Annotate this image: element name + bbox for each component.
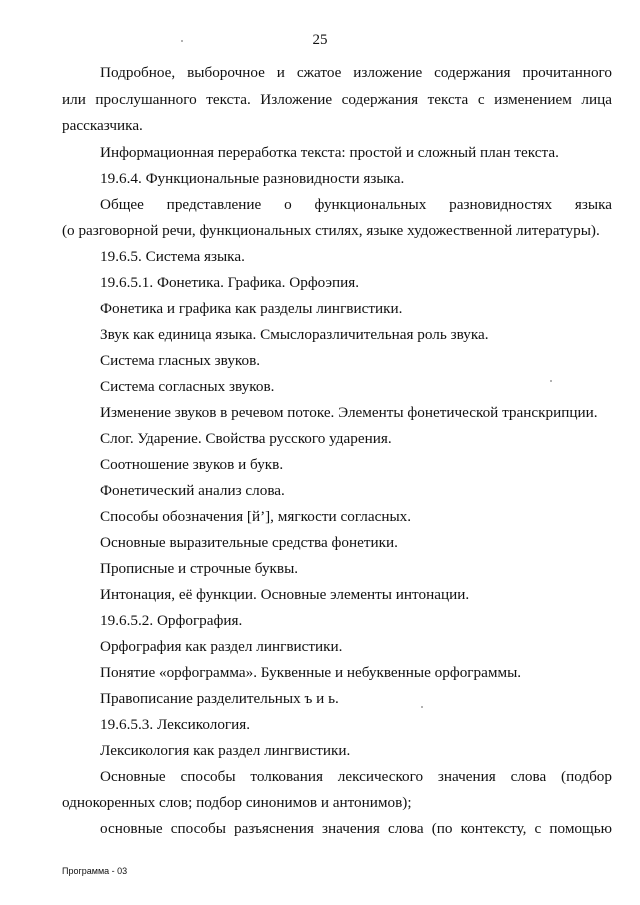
scan-speck bbox=[550, 380, 552, 382]
paragraph-functional-varieties-line-1: Общее представление о функциональных разновидностях языка bbox=[100, 196, 612, 213]
section-heading-19-6-5-1: 19.6.5.1. Фонетика. Графика. Орфоэпия. bbox=[100, 274, 360, 291]
list-item-vowels: Система гласных звуков. bbox=[100, 352, 261, 369]
section-heading-19-6-5-2: 19.6.5.2. Орфография. bbox=[100, 612, 243, 629]
section-heading-19-6-4: 19.6.4. Функциональные разновидности языка. bbox=[100, 170, 405, 187]
paragraph-interpretation-line-1: Основные способы толкования лексического значения слова (подбор bbox=[100, 768, 612, 785]
list-item-orthogram: Понятие «орфограмма». Буквенные и небуквенные орфограммы. bbox=[100, 664, 522, 681]
list-item-intonation: Интонация, её функции. Основные элементы интонации. bbox=[100, 586, 470, 603]
paragraph-functional-varieties-line-2: (о разговорной речи, функциональных стилях, языке художественной литературы). bbox=[62, 222, 600, 239]
list-item-sound-unit: Звук как единица языка. Смыслоразличительная роль звука. bbox=[100, 326, 489, 343]
paragraph-retelling-line-1: Подробное, выборочное и сжатое изложение содержания прочитанного bbox=[100, 64, 612, 81]
list-item-expressive-means: Основные выразительные средства фонетики. bbox=[100, 534, 398, 551]
paragraph-retelling-line-2: или прослушанного текста. Изложение содержания текста с изменением лица bbox=[62, 91, 612, 108]
list-item-upper-lower-case: Прописные и строчные буквы. bbox=[100, 560, 299, 577]
scan-speck bbox=[421, 706, 423, 708]
list-item-separating-signs: Правописание разделительных ъ и ь. bbox=[100, 690, 339, 707]
list-item-sound-change: Изменение звуков в речевом потоке. Элементы фонетической транскрипции. bbox=[100, 404, 598, 421]
paragraph-interpretation-line-2: однокоренных слов; подбор синонимов и антонимов); bbox=[62, 794, 412, 811]
list-item-orthography: Орфография как раздел лингвистики. bbox=[100, 638, 343, 655]
list-item-softness: Способы обозначения [й’], мягкости согласных. bbox=[100, 508, 412, 525]
list-item-phonetics-graphics: Фонетика и графика как разделы лингвистики. bbox=[100, 300, 403, 317]
list-item-consonants: Система согласных звуков. bbox=[100, 378, 275, 395]
page-footer: Программа - 03 bbox=[62, 866, 128, 876]
section-heading-19-6-5-3: 19.6.5.3. Лексикология. bbox=[100, 716, 251, 733]
scan-speck bbox=[181, 40, 183, 42]
list-item-phonetic-analysis: Фонетический анализ слова. bbox=[100, 482, 285, 499]
paragraph-retelling-line-3: рассказчика. bbox=[62, 117, 143, 134]
paragraph-text-plan: Информационная переработка текста: простой и сложный план текста. bbox=[100, 144, 559, 161]
section-heading-19-6-5: 19.6.5. Система языка. bbox=[100, 248, 245, 265]
paragraph-explanation-line-1: основные способы разъяснения значения слова (по контексту, с помощью bbox=[100, 820, 612, 837]
page-number: 25 bbox=[312, 32, 328, 48]
list-item-syllable-stress: Слог. Ударение. Свойства русского ударения. bbox=[100, 430, 392, 447]
list-item-lexicology: Лексикология как раздел лингвистики. bbox=[100, 742, 351, 759]
list-item-sounds-letters: Соотношение звуков и букв. bbox=[100, 456, 284, 473]
